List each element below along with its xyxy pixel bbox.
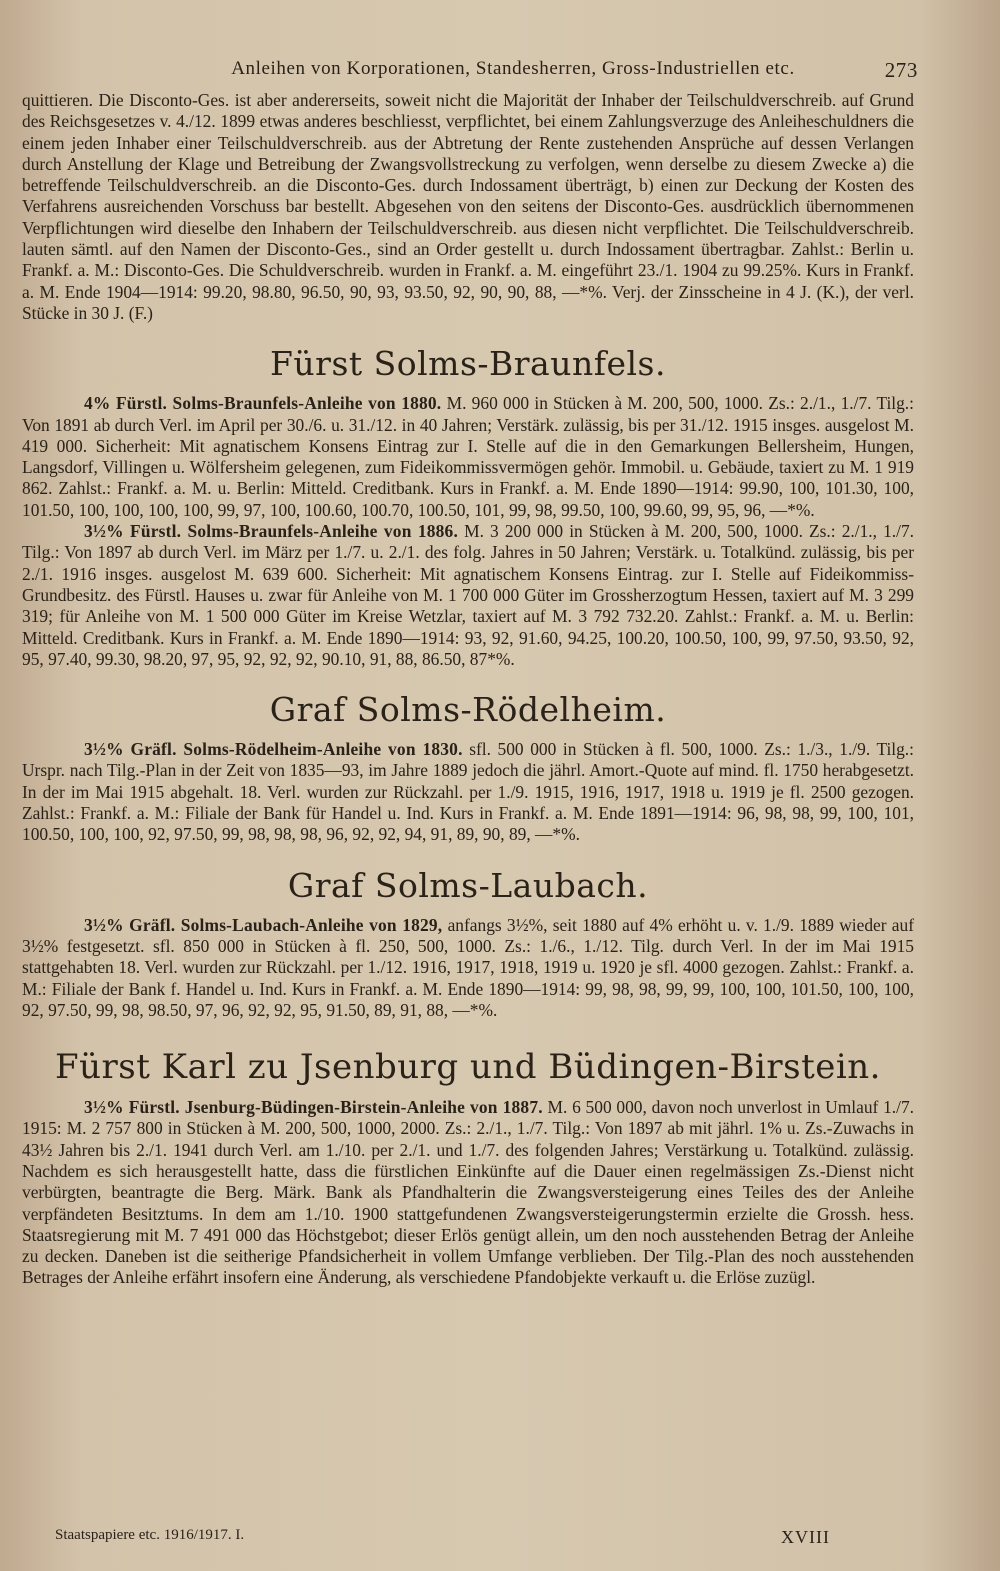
running-title: Anleihen von Korporationen, Standesherren, Gross-Industriellen etc. <box>231 58 795 79</box>
section-heading-solms-braunfels: Fürst Solms-Braunfels. <box>270 344 666 384</box>
entry-lead: 3½% Fürstl. Solms-Braunfels-Anleihe von 1886. <box>84 521 458 542</box>
intro-paragraph: quittieren. Die Disconto-Ges. ist aber andererseits, soweit nicht die Majorität der Inhaber der Teilschuldverschreib. auf Grund des Reichsgesetzes v. 4./12. 1899 etwas anderes beschliesst, verpflichtet, bei einem Zahlungsverzuge des Anleiheschuldners die einem jeden Inhaber einer Teilschuldverschreib. aus der Abtretung der Rente zustehenden Ansprüche auf dessen Verlangen durch Anstellung der Klage und Betreibung der Zwangsvollstreckung zu verfolgen, wenn derselbe zu diesem Zwecke a) die betreffende Teilschuldverschreib. an die Disconto-Ges. durch Indossament überträgt, b) einen zur Deckung der Kosten des Verfahrens ausreichenden Vorschuss bar bestellt. Abgesehen von den seitens der Disconto-Ges. ausdrücklich übernommenen Verpflichtungen wird dieselbe den Inhabern der Teilschuldverschreib. aus diesen nicht verpflichtet. Die Teilschuldverschreib. lauten sämtl. auf den Namen der Disconto-Ges., sind an Order gestellt u. durch Indossament übertragbar. Zahlst.: Berlin u. Frankf. a. M.: Disconto-Ges. Die Schuldverschreib. wurden in Frankf. a. M. eingeführt 23./1. 1904 zu 99.25%. Kurs in Frankf. a. M. Ende 1904—1914: 99.20, 98.80, 96.50, 90, 93, 93.50, 92, 90, 90, 88, —*%. Verj. der Zinsscheine in 4 J. (K.), der verl. Stücke in 30 J. (F.) <box>22 90 914 323</box>
entry-paragraph <box>22 521 914 670</box>
entry-lead: 3½% Fürstl. Jsenburg-Büdingen-Birstein-Anleihe von 1887. <box>84 1097 543 1118</box>
entry-text: M. 3 200 000 in Stücken à M. 200, 500, 1000. Zs.: 2./1., 1./7. Tilg.: Von 1897 ab durch Verl. im März per 1./7. u. 2./1. des folg. Jahres in 50 Jahren; Verstärk. u. Totalkünd. zulässig, bis per 2./1. 1916 insges. ausgelost M. 639 600. Sicherheit: Mit agnatischem Konsens Eintrag. zur I. Stelle auf Fideikommiss-Grundbesitz. des Fürstl. Hauses u. zwar für Anleihe von M. 1 700 000 Güter im Grossherzogtum Hessen, taxiert auf M. 3 299 319; für Anleihe von M. 1 500 000 Güter im Kreise Wetzlar, taxiert auf M. 3 792 732.20. Zahlst.: Frankf. a. M. u. Berlin: Mitteld. Creditbank. Kurs in Frankf. a. M. Ende 1890—1914: 93, 92, 91.60, 94.25, 100.20, 100.50, 100, 99, 97.50, 93.50, 92, 95, 97.40, 99.30, 98.20, 97, 95, 92, 92, 92, 90.10, 91, 88, 86.50, 87*%. <box>22 521 914 669</box>
section-heading-jsenburg-buedingen-birstein: Fürst Karl zu Jsenburg und Büdingen-Birstein. <box>55 1047 881 1088</box>
page-footer <box>55 1527 830 1548</box>
entry-text: M. 960 000 in Stücken à M. 200, 500, 1000. Zs.: 2./1., 1./7. Tilg.: Von 1891 ab durch Verl. im April per 30./6. u. 31./12. in 40 Jahren; Verstärk. zulässig, bis per 31./12. 1915 insges. ausgelost M. 419 000. Sicherheit: Mit agnatischem Konsens Eintrag zur I. Stelle auf die in den Gemarkungen Bellersheim, Hungen, Langsdorf, Villingen u. Wölfersheim gelegenen, zum Fideikommissvermögen gehör. Immobil. u. Gebäude, taxiert zu M. 1 919 862. Zahlst.: Frankf. a. M. u. Berlin: Mitteld. Creditbank. Kurs in Frankf. a. M. Ende 1890—1914: 99.90, 100, 101.30, 100, 101.50, 100, 100, 100, 100, 99, 97, 100, 100.60, 100.70, 100.50, 101, 99, 98, 99.50, 100, 99.60, 99, 95, 96, —*%. <box>22 393 914 520</box>
entry-lead: 3½% Gräfl. Solms-Rödelheim-Anleihe von 1830. <box>84 739 463 760</box>
entry-text: sfl. 500 000 in Stücken à fl. 500, 1000. Zs.: 1./3., 1./9. Tilg.: Urspr. nach Tilg.-Plan in der Zeit von 1835—93, im Jahre 1889 jedoch die jährl. Amort.-Quote auf mind. fl. 1750 herabgesetzt. In der im Mai 1915 abgehalt. 18. Verl. wurden zur Rückzahl. per 1./9. 1915, 1916, 1917, 1918 u. 1919 je fl. 2500 gezogen. Zahlst.: Frankf. a. M.: Filiale der Bank für Handel u. Ind. Kurs in Frankf. a. M. Ende 1891—1914: 96, 98, 98, 99, 100, 101, 100.50, 100, 100, 92, 97.50, 99, 98, 98, 98, 96, 92, 92, 94, 91, 89, 90, 89, —*%. <box>22 739 914 845</box>
signature-mark: XVIII <box>781 1527 830 1547</box>
entry-paragraph <box>22 915 914 1021</box>
page-number: 273 <box>884 58 918 82</box>
running-header <box>22 58 918 90</box>
section-heading-solms-laubach: Graf Solms-Laubach. <box>287 865 649 905</box>
entry-text: M. 6 500 000, davon noch unverlost in Umlauf 1./7. 1915: M. 2 757 800 in Stücken à M. 200, 500, 1000, 2000. Zs.: 2./1., 1./7. Tilg.: Von 1897 ab mit jährl. 1% u. Zs.-Zuwachs in 43½ Jahren bis 2./1. 1941 durch Verl. am 1./10. per 2./1. und 1./7. des folgenden Jahres; Verstärkung u. Totalkünd. zulässig. Nachdem es sich herausgestellt hatte, dass die fürstlichen Einkünfte auf die Dauer einen regelmässigen Zs.-Dienst nicht verbürgten, beantragte die Berg. Märk. Bank als Pfandhalterin die Zwangsversteigerung eines Teiles des der Anleihe verpfändeten Besitztums. In dem am 1./10. 1900 stattgefundenen Zwangsversteigerungstermin erzielte die Grossh. hess. Staatsregierung mit M. 7 491 000 das Höchstgebot; dieser Erlös genügt allein, um den noch ausstehenden Betrag der Anleihe zu decken. Daneben ist die seitherige Pfandsicherheit in vollem Umfange verblieben. Der Tilg.-Plan des noch ausstehenden Betrages der Anleihe erfährt insofern eine Änderung, als verschiedene Pfandobjekte verkauft u. die Erlöse zuzügl. <box>22 1097 914 1288</box>
footer-imprint: Staatspapiere etc. 1916/1917. I. <box>55 1527 245 1543</box>
entry-text: anfangs 3½%, seit 1880 auf 4% erhöht u. v. 1./9. 1889 wieder auf 3½% festgesetzt. sfl. 850 000 in Stücken à fl. 250, 500, 1000. Zs.: 1./6., 1./12. Tilg. durch Verl. In der im Mai 1915 stattgehabten 18. Verl. wurden zur Rückzahl. per 1./12. 1916, 1917, 1918, 1919 u. 1920 je sfl. 4000 gezogen. Zahlst.: Frankf. a. M.: Filiale der Bank f. Handel u. Ind. Kurs in Frankf. a. M. Ende 1890—1914: 99, 98, 98, 99, 99, 100, 100, 101.50, 100, 100, 92, 97.50, 99, 98, 98.50, 97, 96, 92, 92, 95, 91.50, 89, 91, 88, —*%. <box>22 914 914 1020</box>
entry-paragraph <box>22 739 914 845</box>
section-heading-solms-roedelheim: Graf Solms-Rödelheim. <box>269 690 667 730</box>
entry-paragraph <box>22 1097 914 1289</box>
entry-lead: 4% Fürstl. Solms-Braunfels-Anleihe von 1880. <box>84 393 442 414</box>
entry-lead: 3½% Gräfl. Solms-Laubach-Anleihe von 1829, <box>84 914 443 935</box>
entry-paragraph <box>22 393 914 521</box>
